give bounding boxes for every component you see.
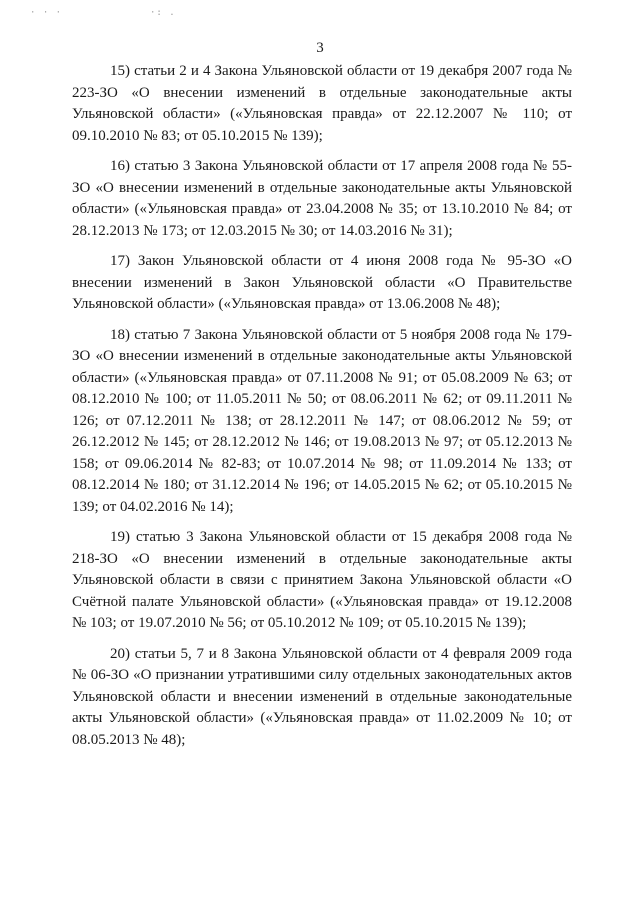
list-item-20: 20) статьи 5, 7 и 8 Закона Ульяновской области от 4 февраля 2009 года № 06-ЗО «О признании утратившими силу отдельных законодательных актов Ульяновской области и внесении изменений в отдельные законодательные акты Ульяновской области» («Ульяновская правда» от 11.02.2009 № 10; от 08.05.2013 № 48); (72, 645, 572, 748)
list-item-18: 18) статью 7 Закона Ульяновской области от 5 ноября 2008 года № 179-ЗО «О внесении изменений в отдельные законодательные акты Ульяновской области» («Ульяновская правда» от 07.11.2008 № 91; от 05.08.2009 № 63; от 08.12.2010 № 100; от 11.05.2011 № 50; от 08.06.2011 № 62; от 09.11.2011 № 126; от 07.12.2011 № 138; от 28.12.2011 № 147; от 08.06.2012 № 59; от 26.12.2012 № 145; от 28.12.2012 № 146; от 19.08.2013 № 97; от 05.12.2013 № 158; от 09.06.2014 № 82-83; от 10.07.2014 № 98; от 11.09.2014 № 133; от 08.12.2014 № 180; от 31.12.2014 № 196; от 14.05.2015 № 62; от 05.10.2015 № 139; от 04.02.2016 № 14); (72, 326, 572, 515)
list-item-15: 15) статьи 2 и 4 Закона Ульяновской области от 19 декабря 2007 года № 223-ЗО «О внесении изменений в отдельные законодательные акты Ульяновской области» («Ульяновская правда» от 22.12.2007 № 110; от 09.10.2010 № 83; от 05.10.2015 № 139); (72, 63, 572, 144)
document-body (72, 61, 572, 760)
list-item-19: 19) статью 3 Закона Ульяновской области от 15 декабря 2008 года № 218-ЗО «О внесении изменений в отдельные законодательные акты Ульяновской области в связи с принятием Закона Ульяновской области «О Счётной палате Ульяновской области» («Ульяновская правда» от 19.12.2008 № 103; от 19.07.2010 № 56; от 05.10.2012 № 109; от 05.10.2015 № 139); (72, 529, 572, 631)
list-item-16: 16) статью 3 Закона Ульяновской области от 17 апреля 2008 года № 55-ЗО «О внесении изменений в отдельные законодательные акты Ульяновской области» («Ульяновская правда» от 23.04.2008 № 35; от 13.10.2010 № 84; от 28.12.2013 № 173; от 12.03.2015 № 30; от 14.03.2016 № 31); (72, 158, 572, 239)
scan-artifact-mark: · · · (30, 8, 63, 18)
page-number: 3 (316, 40, 324, 56)
list-item-17: 17) Закон Ульяновской области от 4 июня 2008 года № 95-ЗО «О внесении изменений в Закон Ульяновской области «О Правительстве Ульяновской области» («Ульяновская правда» от 13.06.2008 № 48); (72, 253, 572, 312)
scan-artifact-mark: ·: . (150, 8, 176, 18)
